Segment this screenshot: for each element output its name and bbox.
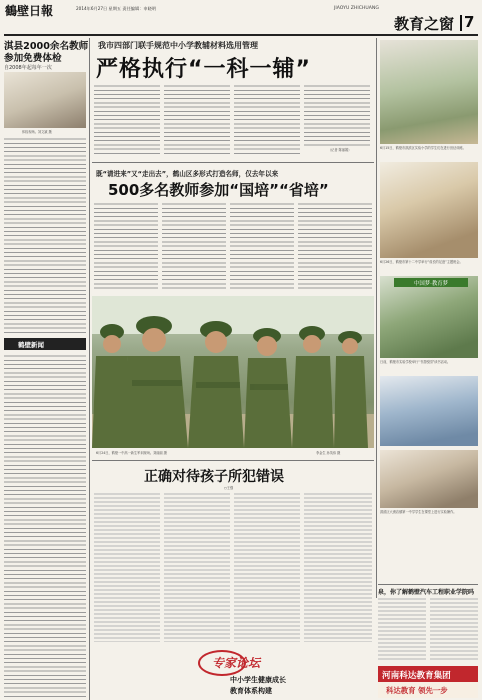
news-brief-text [4,354,86,698]
opinion-col-2 [164,492,230,642]
opinion-col-1 [94,492,160,642]
opinion-col-4 [304,492,372,642]
right-column [378,38,478,578]
big-photo-caption: 6月24日，鹤壁一中高一新生军训现场。刘丽丽 摄 [96,451,167,455]
lead-story [92,38,374,158]
lead-reporter: （记者 陈丽娟） [328,148,352,152]
right-feature [378,584,478,664]
right-feature-col-1 [378,597,426,661]
page-number: 7 [464,13,475,31]
ad-slogan: 科达教育 领先一步 [386,686,448,695]
lead-body-col-1 [94,84,160,154]
section-divider [460,15,462,31]
opinion-author: ○王强 [224,486,234,490]
big-photo [92,296,374,448]
story-2-kicker: 既“请进来”又“走出去”，鹤山区多形式打造名师，仅去年以来 [96,170,279,178]
news-brief-header [4,338,86,350]
lead-headline: 严格执行“一科一辅” [96,57,311,82]
left-headline-2: 参加免费体检 [4,53,62,64]
ad-banner [378,666,478,698]
story-2-rule [92,162,374,163]
ad-slogan-bar [378,682,478,698]
forum-line-1: 中小学生健康成长 [230,676,286,684]
news-brief-title: 鹤壁新闻 [18,341,44,349]
story-2-col-2 [162,202,226,292]
right-photo-1 [380,40,478,144]
right-photo-5 [380,450,478,508]
masthead-site: JIAOYU ZHICHUANG [334,6,379,11]
masthead [0,0,482,40]
left-article-text [4,137,86,335]
big-photo-credit: 李金生 孙英伟 摄 [316,451,341,455]
right-feature-rule [378,584,478,585]
right-photo-2 [380,162,478,258]
opinion-rule [92,460,374,461]
lead-body-col-3 [234,84,300,154]
left-headline-1: 淇县2000余名教师 [4,41,89,52]
training-scene [92,296,374,448]
opinion-headline: 正确对待孩子所犯错误 [144,469,284,485]
lead-body-col-4 [304,84,370,146]
forum-line-2: 教育体系构建 [230,687,272,695]
opinion [92,460,374,646]
masthead-date: 2014年6月27日 星期五 责任编辑：申晓明 [76,6,156,11]
right-feature-col-2 [430,597,478,661]
right-caption-4: 淇滨区大赉店镇第一中学学生在课堂上进行实验操作。 [380,510,457,514]
forum-promo [190,648,370,700]
story-2-col-4 [298,202,372,292]
right-feature-headline: 泉，你了解鹤壁汽车工程职业学院吗 [378,589,475,596]
section-title: 教育之窗 [394,15,455,33]
left-photo [4,72,86,128]
story-2-headline: 500多名教师参加“国培”“省培” [108,181,329,199]
center-right-divider [376,38,377,598]
forum-logo: 专家论坛 [212,656,261,670]
lead-kicker: 我市四部门联手规范中小学教辅材料选用管理 [98,41,258,50]
story-2-col-3 [230,202,294,292]
left-subhead: 自2008年起每年一次 [4,65,52,71]
right-caption-2: 6月26日，鹤壁市第十二中学举行“成长的足迹”主题班会。 [380,260,463,264]
story-2 [92,162,374,292]
left-column-divider [89,38,90,700]
right-photo-4 [380,376,478,446]
lead-body-col-2 [164,84,230,154]
left-photo-caption: 体检现场。刘文斌 摄 [22,130,52,134]
left-column [4,38,88,700]
banner-strip [394,278,468,287]
masthead-rule [4,34,478,36]
masthead-logo: 鶴壁日報 [5,4,54,18]
right-caption-1: 6月15日，鹤壁市淇滨区实验小学的学生们在进行田径训练。 [380,146,466,150]
ad-title: 河南科达教育集团 [382,671,451,681]
right-photo-3 [380,276,478,358]
opinion-col-3 [234,492,300,642]
banner-text: 中国梦·教育梦 [414,281,449,287]
story-2-col-1 [94,202,158,292]
right-caption-3: 日前，鹤壁市实验学校举行“书香校园”读书活动。 [380,360,451,364]
